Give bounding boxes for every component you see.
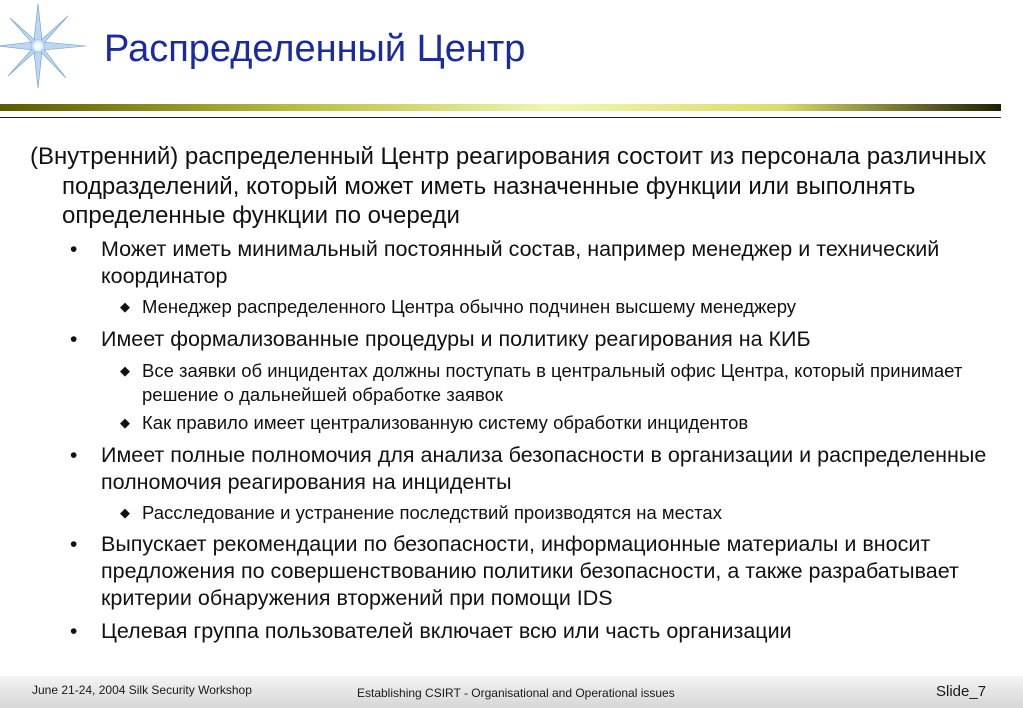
- star-burst-icon: [0, 0, 90, 100]
- bullet-text: Целевая группа пользователей включает всю или часть организации: [101, 619, 792, 643]
- bullet-dot-icon: •: [70, 443, 78, 467]
- bullet-item: [70, 236, 1000, 290]
- diamond-bullet-icon: ◆: [120, 298, 130, 314]
- bullet-text: Имеет формализованные процедуры и политику реагирования на КИБ: [101, 327, 811, 351]
- bullet-item: [70, 442, 1000, 496]
- slide-number: Slide_7: [936, 683, 987, 700]
- slide-body: [30, 142, 1000, 645]
- intro-paragraph: (Внутренний) распределенный Центр реагирования состоит из персонала различных подразделений, который может иметь назначенные функции или выполнять определенные функции по очереди: [30, 143, 987, 229]
- sub-bullet-text: Как правило имеет централизованную систему обработки инцидентов: [142, 412, 749, 433]
- footer-topic: Establishing CSIRT - Organisational and Operational issues: [357, 686, 675, 700]
- title-divider-thin: [0, 117, 1001, 118]
- bullet-item: [70, 531, 1000, 612]
- diamond-bullet-icon: ◆: [120, 363, 130, 378]
- footer-event: June 21-24, 2004 Silk Security Workshop: [32, 683, 252, 697]
- sub-bullet-text: Расследование и устранение последствий производятся на местах: [142, 501, 722, 523]
- bullet-dot-icon: •: [70, 237, 78, 261]
- diamond-bullet-icon: ◆: [120, 415, 130, 430]
- bullet-text: Имеет полные полномочия для анализа безопасности в организации и распределенные полномочия реагирования на инциденты: [101, 442, 987, 494]
- bullet-item: [70, 618, 1000, 645]
- bullet-text: Выпускает рекомендации по безопасности, информационные материалы и вносит предложения по совершенствованию политики безопасности, а также разрабатывает критерии обнаружения вторжений при помощи IDS: [101, 532, 959, 610]
- diamond-bullet-icon: ◆: [120, 504, 130, 520]
- bullet-dot-icon: •: [70, 620, 78, 643]
- bullet-text: Может иметь минимальный постоянный состав, например менеджер и технический координатор: [101, 236, 940, 288]
- bullet-item: [70, 326, 1000, 353]
- bullet-dot-icon: •: [70, 328, 78, 351]
- sub-bullet-item: [120, 295, 1000, 319]
- slide-title: Распределенный Центр: [104, 28, 526, 70]
- sub-bullet-text: Все заявки об инцидентах должны поступать в центральный офис Центра, который принимает решение о дальнейшей обработке заявок: [142, 360, 963, 405]
- sub-bullet-text: Менеджер распределенного Центра обычно подчинен высшему менеджеру: [142, 295, 797, 317]
- bullet-dot-icon: •: [70, 533, 78, 556]
- sub-bullet-item: [120, 411, 1000, 435]
- sub-bullet-item: [120, 359, 1000, 406]
- sub-bullet-item: [120, 501, 1000, 525]
- title-divider: [0, 104, 1001, 111]
